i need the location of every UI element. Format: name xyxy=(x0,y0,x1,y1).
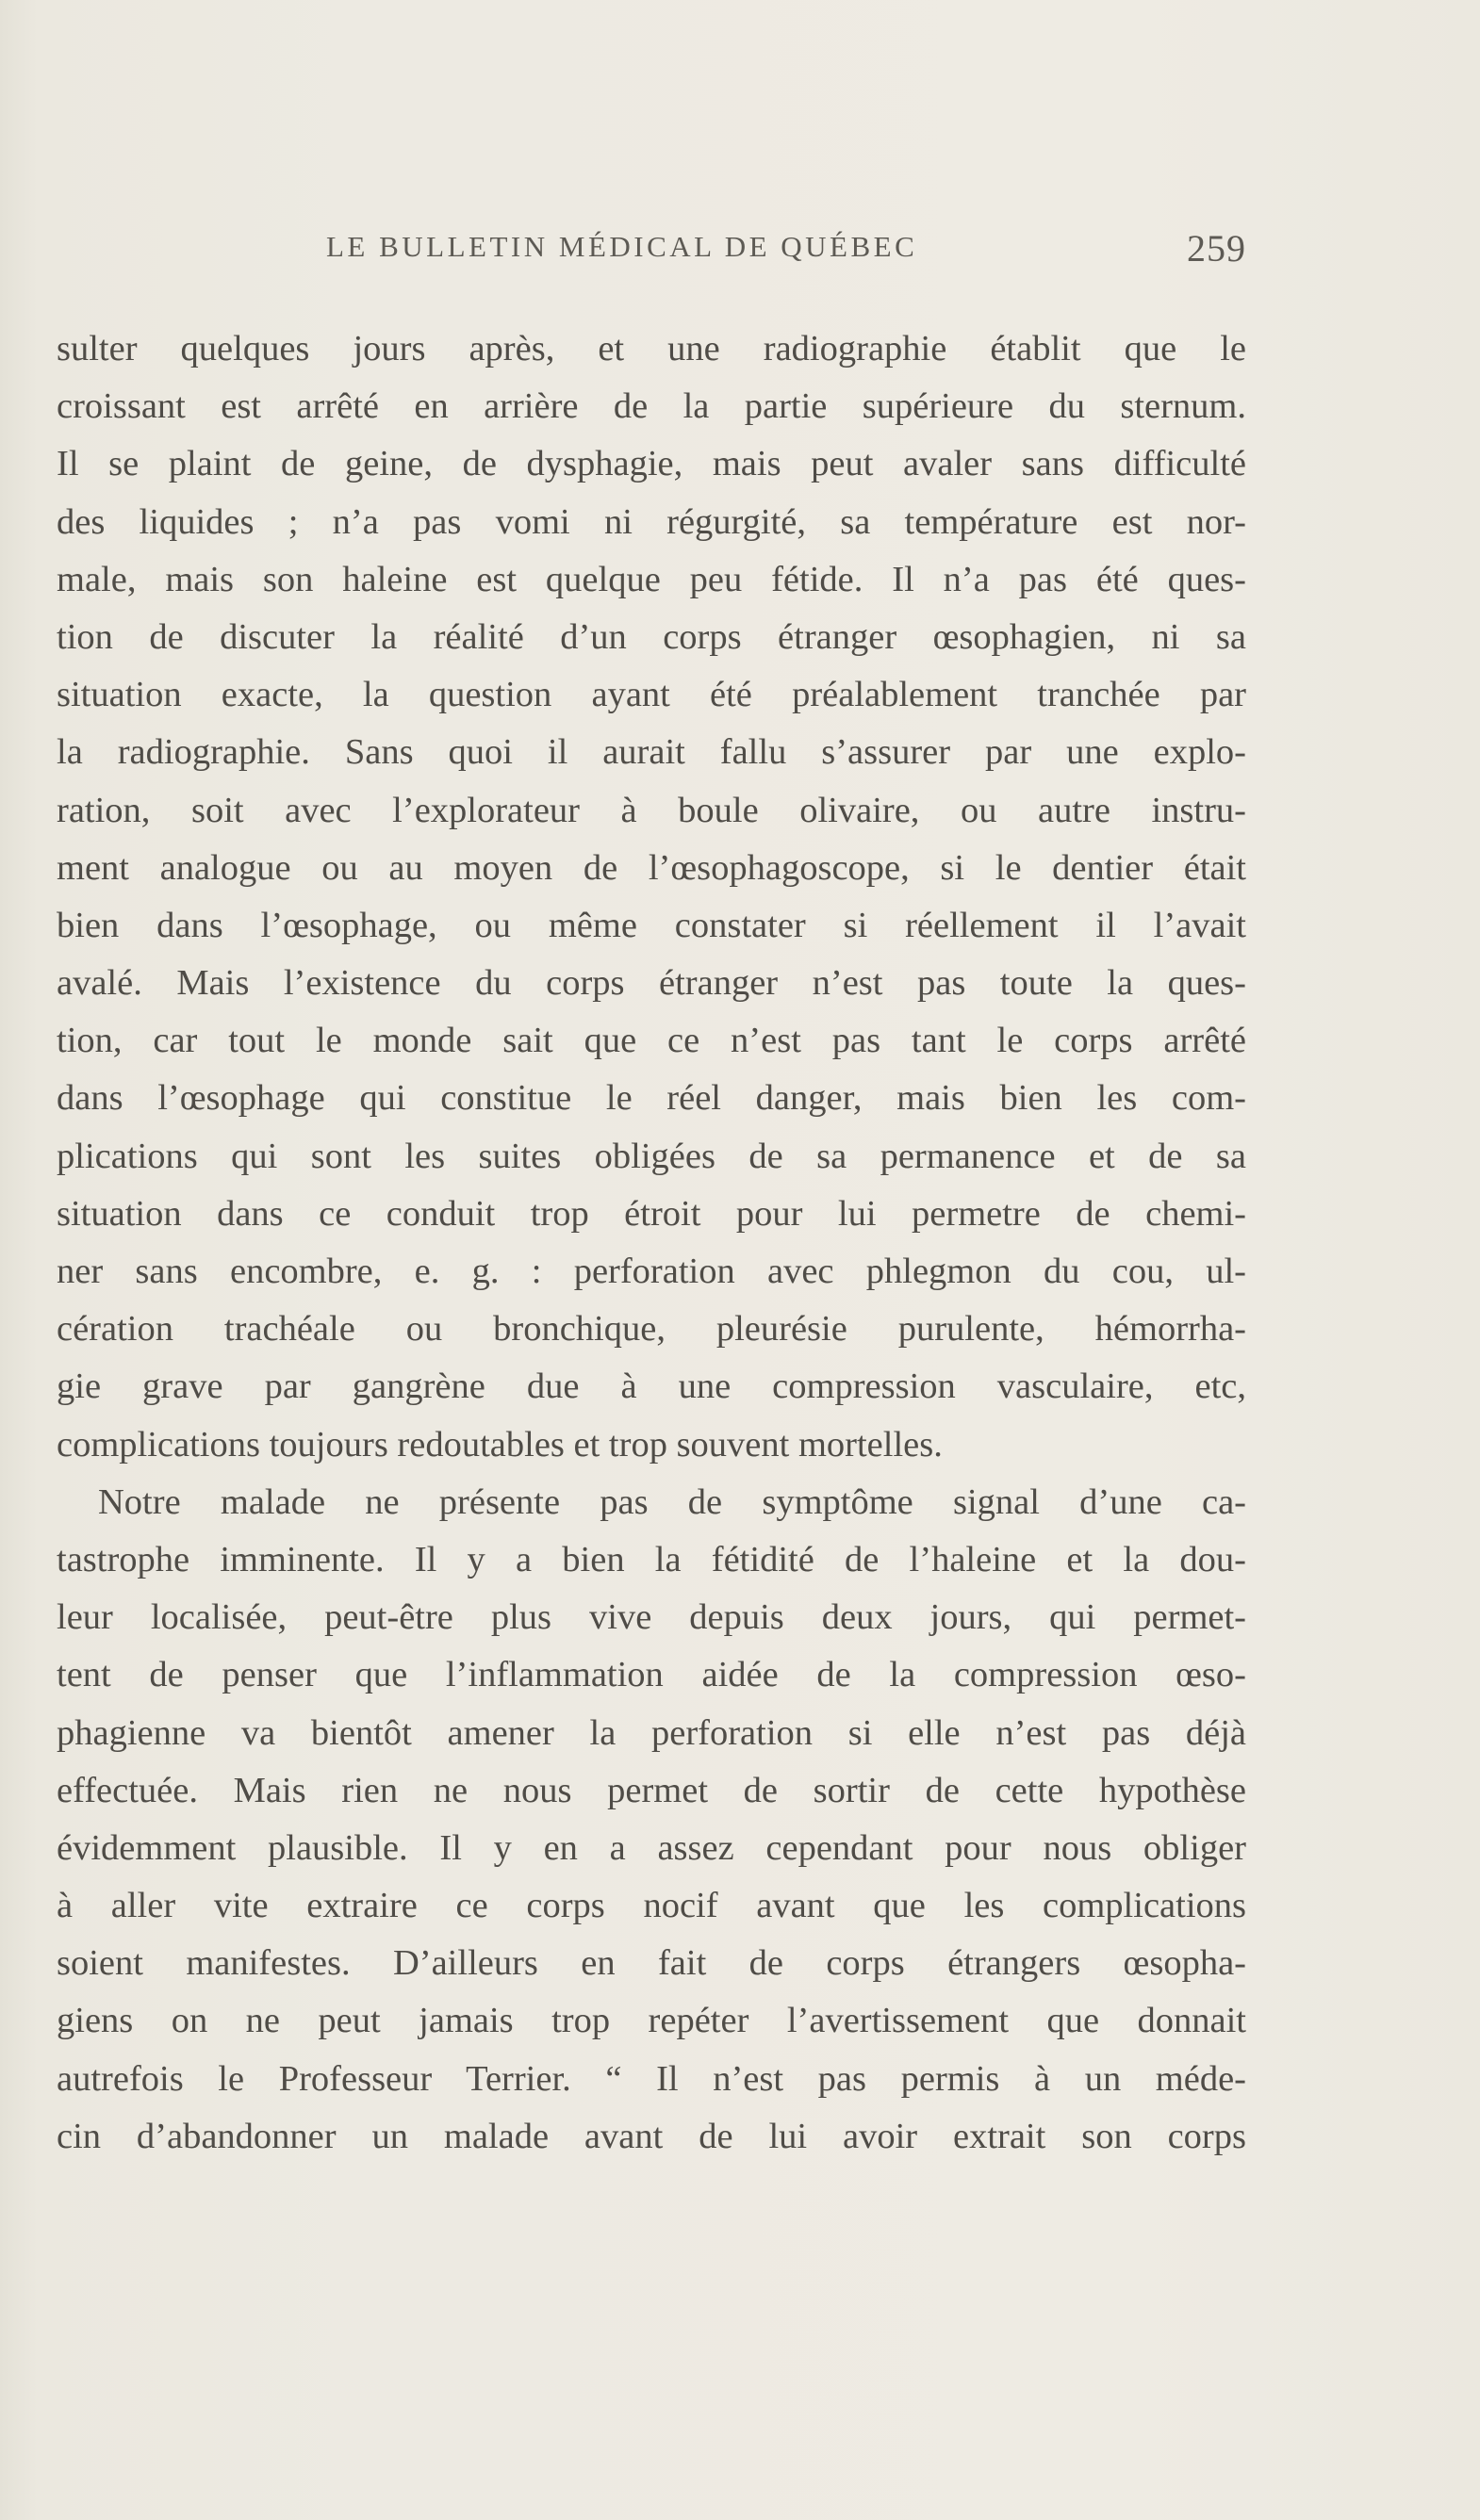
text-line: tion, car tout le monde sait que ce n’est pas tant le corps arrêté xyxy=(57,1021,1246,1061)
text-line: leur localisée, peut-être plus vive depuis deux jours, qui permet- xyxy=(57,1597,1246,1638)
text-line: dans l’œsophage qui constitue le réel danger, mais bien les com- xyxy=(57,1078,1246,1119)
text-line: phagienne va bientôt amener la perforation si elle n’est pas déjà xyxy=(57,1712,1246,1753)
text-line: des liquides ; n’a pas vomi ni régurgité, sa température est nor- xyxy=(57,501,1246,542)
text-line: situation exacte, la question ayant été préalablement tranchée par xyxy=(57,675,1246,715)
text-line: effectuée. Mais rien ne nous permet de sortir de cette hypothèse xyxy=(57,1770,1246,1810)
text-line: autrefois le Professeur Terrier. “ Il n’est pas permis à un méde- xyxy=(57,2058,1246,2099)
text-line-paragraph-start: Notre malade ne présente pas de symptôme signal d’une ca- xyxy=(98,1481,1246,1522)
text-line: la radiographie. Sans quoi il aurait fallu s’assurer par une explo- xyxy=(57,732,1246,773)
text-line: croissant est arrêté en arrière de la partie supérieure du sternum. xyxy=(57,386,1246,427)
text-line: situation dans ce conduit trop étroit pour lui permetre de chemi- xyxy=(57,1193,1246,1234)
text-line-paragraph-end: complications toujours redoutables et trop souvent mortelles. xyxy=(57,1424,943,1465)
text-line: soient manifestes. D’ailleurs en fait de corps étrangers œsopha- xyxy=(57,1943,1246,1984)
text-line: cération trachéale ou bronchique, pleurésie purulente, hémorrha- xyxy=(57,1309,1246,1350)
running-title: LE BULLETIN MÉDICAL DE QUÉBEC xyxy=(326,230,918,263)
text-line: tion de discuter la réalité d’un corps étranger œsophagien, ni sa xyxy=(57,616,1246,657)
page-header xyxy=(57,226,1246,273)
text-line: gie grave par gangrène due à une compression vasculaire, etc, xyxy=(57,1366,1246,1407)
page-number: 259 xyxy=(1187,227,1246,270)
text-line: avalé. Mais l’existence du corps étranger n’est pas toute la ques- xyxy=(57,963,1246,1004)
text-line: à aller vite extraire ce corps nocif avant que les complications xyxy=(57,1886,1246,1926)
text-line: tent de penser que l’inflammation aidée de la compression œso- xyxy=(57,1655,1246,1695)
text-line: plications qui sont les suites obligées de sa permanence et de sa xyxy=(57,1136,1246,1176)
text-line: Il se plaint de geine, de dysphagie, mais peut avaler sans difficulté xyxy=(57,444,1246,484)
text-line: ration, soit avec l’explorateur à boule olivaire, ou autre instru- xyxy=(57,790,1246,830)
text-line: ment analogue ou au moyen de l’œsophagoscope, si le dentier était xyxy=(57,847,1246,888)
text-line: sulter quelques jours après, et une radiographie établit que le xyxy=(57,329,1246,368)
text-line: évidemment plausible. Il y en a assez cependant pour nous obliger xyxy=(57,1827,1246,1868)
text-line: tastrophe imminente. Il y a bien la fétidité de l’haleine et la dou- xyxy=(57,1539,1246,1579)
text-line: cin d’abandonner un malade avant de lui avoir extrait son corps xyxy=(57,2116,1246,2156)
text-line: male, mais son haleine est quelque peu fétide. Il n’a pas été ques- xyxy=(57,559,1246,599)
text-line: ner sans encombre, e. g. : perforation avec phlegmon du cou, ul- xyxy=(57,1252,1246,1291)
body-text xyxy=(57,320,1246,2166)
text-line: giens on ne peut jamais trop repéter l’avertissement que donnait xyxy=(57,2001,1246,2041)
text-line: bien dans l’œsophage, ou même constater si réellement il l’avait xyxy=(57,905,1246,945)
